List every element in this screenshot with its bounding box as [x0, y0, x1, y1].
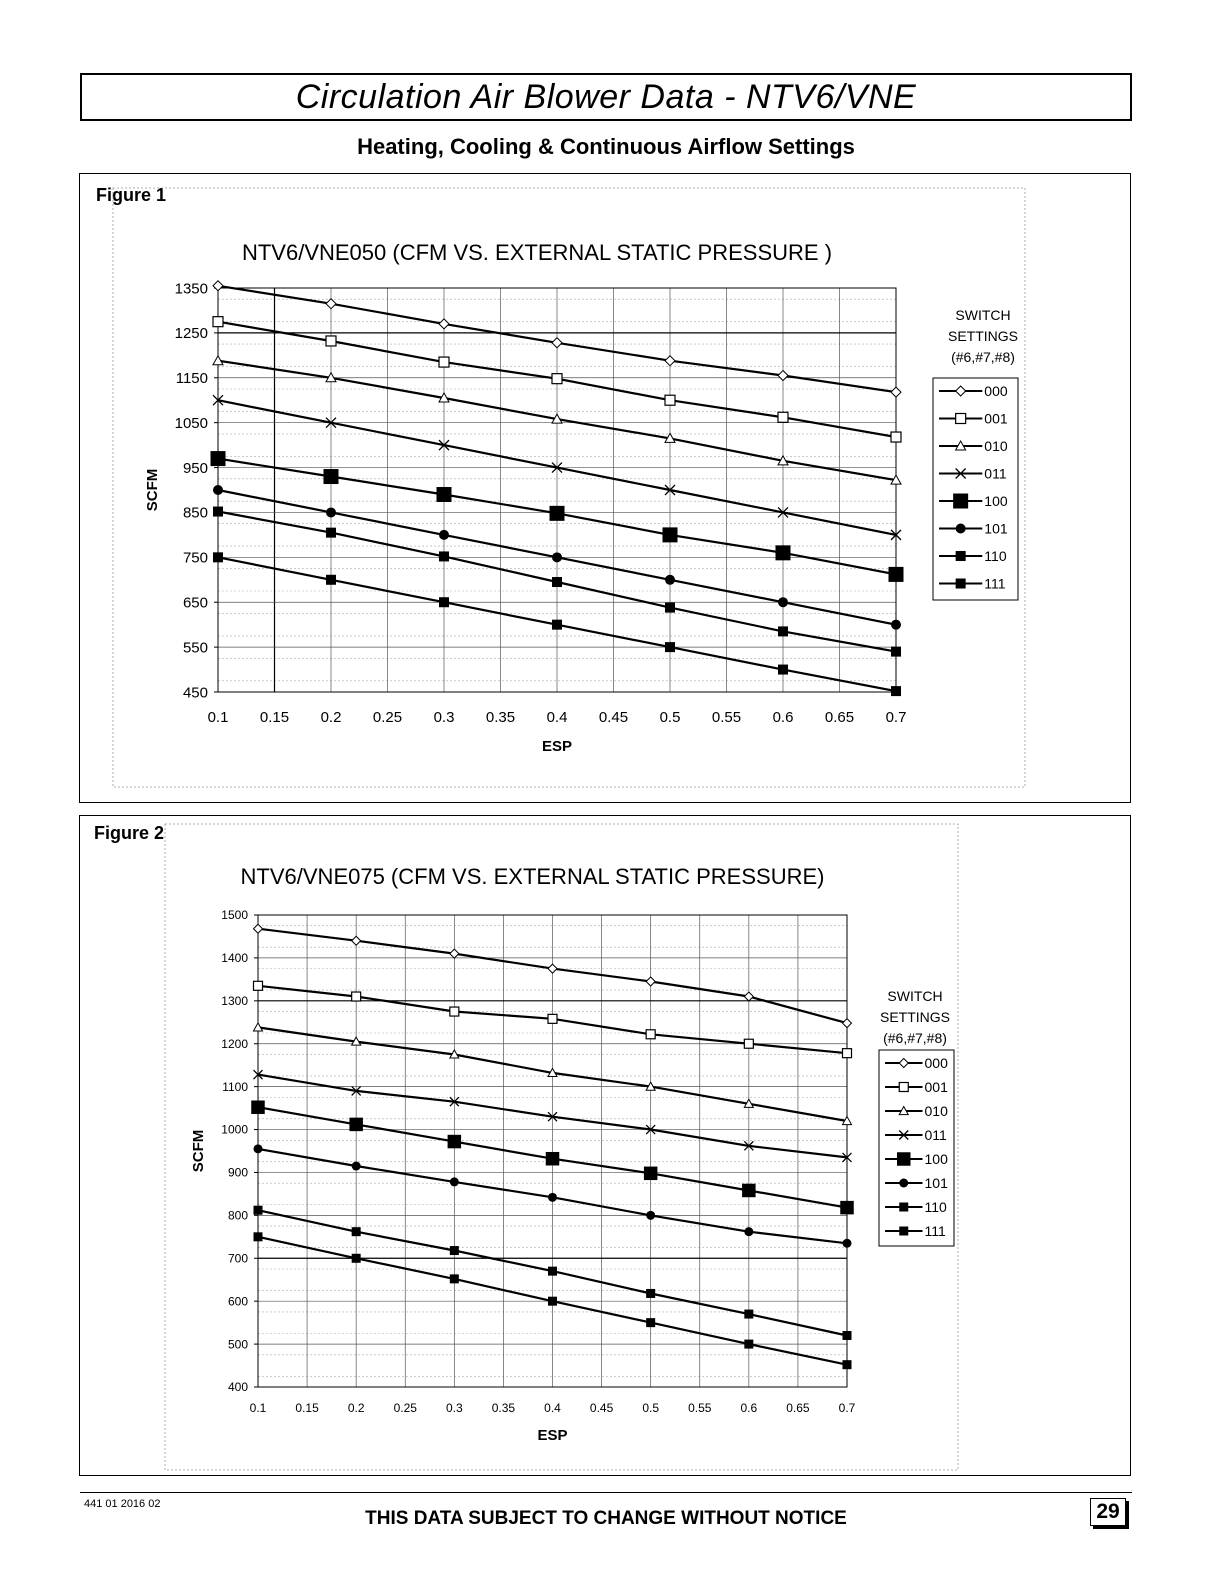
chart1-legend-label: 010	[984, 438, 1008, 454]
chart1-series-001-point	[552, 374, 562, 384]
chart2-series-100-point-shape	[349, 1118, 363, 1132]
chart1-series-100-point	[889, 567, 904, 582]
chart1-xtick-label: 0.65	[824, 709, 855, 726]
chart1-series-110-point-shape	[439, 551, 449, 561]
chart1-series-111-point-shape	[213, 552, 223, 562]
chart2-series-111-point	[352, 1254, 361, 1263]
chart2-series-100-point-shape	[840, 1201, 854, 1215]
chart2-series-001-point-shape	[352, 992, 361, 1001]
chart1-series-101-point-shape	[778, 597, 788, 607]
chart2-series-111-point	[646, 1318, 655, 1327]
page-title: Circulation Air Blower Data - NTV6/VNE	[295, 78, 917, 116]
chart2-legend-label: 110	[924, 1199, 947, 1215]
chart2-legend-label: 001	[924, 1079, 948, 1095]
chart1-legend-label: 100	[984, 493, 1008, 509]
chart1-ytick-label: 1350	[174, 280, 208, 298]
chart1-series-001-point	[665, 395, 675, 405]
chart1-series-101-point-shape	[665, 575, 675, 585]
chart1-series-100-point	[663, 527, 678, 542]
chart2-legend-marker-shape	[899, 1203, 908, 1212]
chart1-legend-label: 101	[984, 520, 1008, 537]
chart1-series-111-point-shape	[552, 620, 562, 630]
chart1-series-110-point	[326, 528, 336, 538]
chart2-series-100-point	[742, 1184, 756, 1198]
chart1-legend-label: 011	[984, 465, 1007, 482]
chart1-legend-marker-shape	[953, 494, 968, 509]
chart1-series-001-point-shape	[552, 374, 562, 384]
chart2-ytick-label: 500	[227, 1337, 248, 1352]
chart1-ytick-label: 1250	[174, 325, 208, 343]
chart2-series-101-point	[744, 1227, 753, 1236]
chart2-series-001-point	[254, 981, 263, 990]
chart2-xtick-label: 0.25	[393, 1401, 417, 1415]
chart2-series-101-point	[450, 1177, 459, 1186]
chart2-legend-label: 111	[924, 1223, 946, 1239]
chart1-legend-marker	[956, 579, 966, 589]
chart1-xtick-label: 0.7	[885, 709, 907, 726]
chart1-series-001-point	[778, 412, 788, 422]
chart1-series-110-point	[439, 551, 449, 561]
chart2-series-100-point	[840, 1201, 854, 1215]
chart2-title: NTV6/VNE075 (CFM VS. EXTERNAL STATIC PRESSURE)	[240, 864, 825, 889]
chart1-legend-marker	[953, 494, 968, 509]
chart2-series-000-point	[352, 936, 361, 945]
chart1-legend-marker	[956, 414, 966, 424]
chart2-legend-marker-shape	[897, 1152, 911, 1166]
chart1-series-110-point-shape	[213, 507, 223, 517]
chart2-legend-marker-shape	[899, 1083, 908, 1092]
chart1-xtick-label: 0.35	[485, 709, 516, 726]
chart1-series-000-point	[891, 387, 901, 397]
chart1-legend-title: (#6,#7,#8)	[951, 349, 1015, 365]
chart2-xtick-label: 0.7	[838, 1401, 856, 1415]
chart1-series-111-point-shape	[891, 686, 901, 696]
chart1-xtick-label: 0.15	[259, 709, 290, 726]
chart2-xtick-label: 0.55	[688, 1401, 712, 1415]
chart1-xtick-label: 0.45	[598, 709, 629, 726]
chart2-series-110-point-shape	[352, 1227, 361, 1236]
chart1-series-000-point-shape	[552, 338, 562, 348]
chart2-series-101-point	[843, 1239, 852, 1248]
chart1-xtick-label: 0.4	[546, 709, 568, 726]
chart1-series-001-point-shape	[891, 432, 901, 442]
chart2-xtick-label: 0.6	[740, 1401, 758, 1415]
chart1-series-000-point-shape	[213, 281, 223, 291]
chart2-series-000-point	[450, 949, 459, 958]
chart1-series-111-point	[326, 575, 336, 585]
chart2-xtick-label: 0.45	[589, 1401, 614, 1415]
chart1-series-000-point	[326, 299, 336, 309]
chart2-series-001-point-shape	[843, 1049, 852, 1058]
chart2-series-110-point	[254, 1206, 263, 1215]
chart2-frame	[165, 824, 958, 1470]
chart2-xtick-label: 0.3	[445, 1401, 463, 1415]
chart1-series-110-point-shape	[891, 647, 901, 657]
chart2-xtick-label: 0.35	[491, 1401, 516, 1415]
chart1-legend-marker	[956, 551, 966, 561]
chart2-series-101-point	[646, 1211, 655, 1220]
chart1-series-001-point	[213, 317, 223, 327]
chart1-series-100-point-shape	[663, 527, 678, 542]
chart1-series-100-point	[437, 487, 452, 502]
figure-1-label: Figure 1	[96, 185, 167, 205]
chart2-series-100-point-shape	[448, 1135, 462, 1149]
chart2-series-000-point	[646, 977, 655, 986]
chart2-series-000-point	[744, 992, 753, 1001]
chart1-series-001-point	[439, 357, 449, 367]
chart1-legend-label: 110	[984, 548, 1007, 564]
chart2-xtick-label: 0.2	[347, 1401, 365, 1415]
chart2-ytick-label: 700	[227, 1251, 248, 1266]
chart2-series-111-point	[744, 1340, 753, 1349]
chart2-legend-label: 000	[924, 1055, 948, 1071]
chart2-series-001-point-shape	[646, 1030, 655, 1039]
chart1-series-000-point-shape	[665, 356, 675, 366]
chart1-series-100-point	[211, 451, 226, 466]
chart2-series-101-point	[254, 1144, 263, 1153]
chart2-legend-marker	[899, 1203, 908, 1212]
chart1-series-101-point-shape	[891, 620, 901, 630]
chart1-series-101-point-shape	[552, 552, 562, 562]
chart2-series-000-point-shape	[744, 992, 753, 1001]
footer-notice: THIS DATA SUBJECT TO CHANGE WITHOUT NOTICE	[365, 1508, 847, 1529]
chart1-ylabel: SCFM	[144, 468, 161, 512]
chart2-ytick-label: 1400	[221, 951, 248, 966]
chart2-series-001-point-shape	[450, 1007, 459, 1016]
chart2-series-111-point	[254, 1232, 263, 1241]
chart2-series-110-point-shape	[450, 1246, 459, 1255]
chart2-ytick-label: 1000	[221, 1122, 248, 1137]
chart2-series-110-point	[548, 1267, 557, 1276]
chart1-series-110-point-shape	[552, 577, 562, 587]
chart2-series-101-point-shape	[450, 1177, 459, 1186]
chart1-series-111-point-shape	[778, 665, 788, 675]
chart1-series-100-point-shape	[889, 567, 904, 582]
chart2-ytick-label: 400	[227, 1380, 248, 1395]
chart2-series-110-point-shape	[254, 1206, 263, 1215]
chart2-ytick-label: 1100	[222, 1079, 248, 1094]
chart1-legend-title: SETTINGS	[947, 328, 1019, 344]
chart1-legend-marker-shape	[956, 551, 966, 561]
chart1-series-101-point	[439, 530, 449, 540]
chart2-legend-label: 101	[924, 1175, 948, 1191]
chart2-series-100-point-shape	[742, 1184, 756, 1198]
chart2-series-111-point	[548, 1297, 557, 1306]
chart1-frame	[113, 188, 1025, 787]
chart1-series-001-point-shape	[439, 357, 449, 367]
chart1-series-111-point	[439, 597, 449, 607]
chart1-series-000-point-shape	[891, 387, 901, 397]
chart1-series-110-point	[665, 603, 675, 613]
chart1-series-110-point	[213, 507, 223, 517]
chart2-ylabel: SCFM	[190, 1129, 207, 1173]
chart2-series-100-point-shape	[251, 1100, 265, 1114]
chart2-series-110-point	[843, 1331, 852, 1340]
chart2-series-001-point-shape	[254, 981, 263, 990]
chart2-legend-label: 010	[924, 1103, 948, 1119]
page-number: 29	[1090, 1498, 1126, 1526]
chart2-legend-marker-shape	[899, 1179, 908, 1188]
chart2-series-000-point-shape	[843, 1019, 852, 1028]
chart2-series-001-point	[352, 992, 361, 1001]
chart2-ytick-label: 800	[227, 1208, 248, 1223]
chart2-legend-marker	[899, 1179, 908, 1188]
chart1-series-111-point	[552, 620, 562, 630]
chart2-legend-marker	[899, 1227, 908, 1236]
chart2-series-000-point-shape	[450, 949, 459, 958]
chart1-series-000-point	[665, 356, 675, 366]
chart1-series-101-point-shape	[439, 530, 449, 540]
chart2-series-111-point-shape	[254, 1232, 263, 1241]
chart2-series-100-point	[251, 1100, 265, 1114]
chart2-series-100-point	[644, 1167, 658, 1181]
chart1-series-100-point-shape	[550, 506, 565, 521]
chart1-legend-label: 000	[984, 383, 1008, 399]
chart2-series-111-point-shape	[450, 1274, 459, 1283]
chart1-series-001-point-shape	[778, 412, 788, 422]
chart2-series-110-point-shape	[548, 1267, 557, 1276]
chart2-xtick-label: 0.4	[544, 1401, 561, 1415]
chart2-series-101-point-shape	[352, 1162, 361, 1171]
chart1-series-000-point	[439, 319, 449, 329]
footer-divider	[80, 1492, 1132, 1493]
chart2-series-110-point	[352, 1227, 361, 1236]
chart2-series-110-point	[450, 1246, 459, 1255]
chart1-series-111-point-shape	[326, 575, 336, 585]
chart1-legend-marker-shape	[956, 524, 966, 534]
chart2-series-101-point-shape	[744, 1227, 753, 1236]
chart1-series-101-point	[891, 620, 901, 630]
chart2-ytick-label: 600	[227, 1294, 248, 1309]
chart1-series-111-point	[665, 642, 675, 652]
chart1-xtick-label: 0.3	[433, 709, 455, 726]
chart2-series-101-point	[352, 1162, 361, 1171]
chart1-series-101-point	[326, 507, 336, 517]
chart1-xtick-label: 0.6	[772, 709, 794, 726]
chart2-xtick-label: 0.1	[249, 1401, 267, 1415]
chart2-series-001-point	[646, 1030, 655, 1039]
chart1-legend-title: SWITCH	[955, 307, 1011, 323]
chart1-xtick-label: 0.25	[372, 709, 403, 726]
chart2-series-111-point-shape	[352, 1254, 361, 1263]
chart1-xtick-label: 0.1	[207, 709, 229, 726]
page-subtitle: Heating, Cooling & Continuous Airflow Settings	[357, 134, 855, 159]
chart1-series-001-point-shape	[665, 395, 675, 405]
chart1-series-101-point	[665, 575, 675, 585]
chart1-series-001-point-shape	[213, 317, 223, 327]
chart2-series-111-point-shape	[548, 1297, 557, 1306]
chart2-series-111-point-shape	[744, 1340, 753, 1349]
chart1-legend-marker-shape	[956, 579, 966, 589]
chart2-legend-label: 100	[924, 1151, 948, 1167]
chart2-series-110-point-shape	[646, 1289, 655, 1298]
chart2-ytick-label: 900	[227, 1165, 248, 1180]
chart2-legend-title: SWITCH	[887, 988, 943, 1004]
chart1-series-000-point	[778, 371, 788, 381]
chart1-series-101-point	[213, 485, 223, 495]
figure-2-label: Figure 2	[94, 823, 165, 843]
chart1-series-101-point	[778, 597, 788, 607]
chart2-series-001-point-shape	[548, 1014, 557, 1023]
chart2-series-000-point-shape	[352, 936, 361, 945]
chart1-series-100-point	[550, 506, 565, 521]
chart1-legend-marker-shape	[956, 414, 966, 424]
chart1-legend-marker	[956, 524, 966, 534]
chart1-series-110-point-shape	[778, 626, 788, 636]
chart2-series-001-point	[548, 1014, 557, 1023]
chart1-series-110-point	[778, 626, 788, 636]
chart2-legend-marker	[899, 1083, 908, 1092]
chart1-series-000-point	[213, 281, 223, 291]
chart2-series-101-point	[548, 1193, 557, 1202]
chart1-series-110-point	[891, 647, 901, 657]
chart2-series-101-point-shape	[646, 1211, 655, 1220]
chart2-series-110-point-shape	[843, 1331, 852, 1340]
chart1-series-100-point	[776, 545, 791, 560]
chart2-legend-title: (#6,#7,#8)	[883, 1030, 947, 1046]
chart2-series-000-point	[254, 924, 263, 933]
chart2-series-000-point	[843, 1019, 852, 1028]
chart1-xtick-label: 0.2	[320, 709, 342, 726]
chart2-series-100-point-shape	[644, 1167, 658, 1181]
chart1-ytick-label: 650	[182, 594, 208, 612]
chart1-ytick-label: 1150	[175, 370, 208, 388]
chart1-series-000-point-shape	[439, 319, 449, 329]
chart1-series-001-point-shape	[326, 336, 336, 346]
chart2-series-110-point-shape	[744, 1310, 753, 1319]
chart1-series-110-point-shape	[326, 528, 336, 538]
chart1-series-000-point-shape	[326, 299, 336, 309]
chart2-series-110-point	[744, 1310, 753, 1319]
chart1-series-111-point-shape	[665, 642, 675, 652]
chart1-series-101-point-shape	[326, 507, 336, 517]
chart2-legend-marker	[897, 1152, 911, 1166]
chart1-series-110-point-shape	[665, 603, 675, 613]
chart2-series-101-point-shape	[254, 1144, 263, 1153]
chart2-ytick-label: 1300	[221, 994, 248, 1009]
chart1-series-001-point	[891, 432, 901, 442]
chart1-legend-label: 111	[984, 575, 1006, 592]
chart2-series-000-point-shape	[548, 964, 557, 973]
chart1-series-101-point-shape	[213, 485, 223, 495]
chart1-xtick-label: 0.55	[711, 709, 742, 726]
chart1-series-111-point-shape	[439, 597, 449, 607]
chart1-series-001-point	[326, 336, 336, 346]
chart1-series-100-point	[324, 469, 339, 484]
chart1-series-000-point-shape	[778, 371, 788, 381]
chart2-series-100-point-shape	[546, 1152, 560, 1166]
chart1-ytick-label: 850	[182, 504, 208, 522]
chart2-series-001-point-shape	[744, 1039, 753, 1048]
chart1-xlabel: ESP	[541, 738, 573, 755]
chart2-xtick-label: 0.65	[786, 1401, 810, 1415]
chart2-xlabel: ESP	[537, 1427, 568, 1444]
chart1-series-100-point-shape	[324, 469, 339, 484]
chart1-series-111-point	[778, 665, 788, 675]
chart1-xtick-label: 0.5	[659, 709, 681, 726]
chart2-legend-marker-shape	[899, 1227, 908, 1236]
chart2-series-111-point	[843, 1360, 852, 1369]
chart1-series-111-point	[891, 686, 901, 696]
chart2-xtick-label: 0.15	[295, 1401, 319, 1415]
chart1-series-101-point	[552, 552, 562, 562]
chart2-series-000-point-shape	[254, 924, 263, 933]
chart2-series-100-point	[349, 1118, 363, 1132]
chart2-series-000-point	[548, 964, 557, 973]
chart2-series-101-point-shape	[843, 1239, 852, 1248]
chart2-legend-label: 011	[924, 1127, 947, 1143]
chart1-title: NTV6/VNE050 (CFM VS. EXTERNAL STATIC PRESSURE )	[241, 240, 833, 265]
chart2-ytick-label: 1200	[221, 1036, 248, 1051]
chart2-series-000-point-shape	[646, 977, 655, 986]
chart1-series-110-point	[552, 577, 562, 587]
chart1-series-000-point	[552, 338, 562, 348]
chart1-series-100-point-shape	[211, 451, 226, 466]
chart2-series-100-point	[546, 1152, 560, 1166]
chart2-series-100-point	[448, 1135, 462, 1149]
chart1-ytick-label: 950	[182, 459, 208, 477]
chart2-series-001-point	[843, 1049, 852, 1058]
chart2-series-111-point-shape	[843, 1360, 852, 1369]
chart1-ytick-label: 550	[182, 639, 208, 657]
chart1-legend-label: 001	[984, 410, 1008, 427]
chart2-series-111-point	[450, 1274, 459, 1283]
chart1-ytick-label: 1050	[174, 414, 208, 432]
footer-doc-code: 441 01 2016 02	[84, 1498, 161, 1510]
chart1-ytick-label: 450	[182, 684, 208, 702]
chart1-ytick-label: 750	[182, 549, 208, 567]
chart2-xtick-label: 0.5	[642, 1401, 660, 1415]
chart2-legend-title: SETTINGS	[879, 1009, 951, 1025]
chart2-series-001-point	[450, 1007, 459, 1016]
chart2-series-001-point	[744, 1039, 753, 1048]
chart1-series-100-point-shape	[437, 487, 452, 502]
chart1-series-100-point-shape	[776, 545, 791, 560]
chart2-series-101-point-shape	[548, 1193, 557, 1202]
chart2-series-110-point	[646, 1289, 655, 1298]
chart1-series-111-point	[213, 552, 223, 562]
chart2-series-111-point-shape	[646, 1318, 655, 1327]
chart2-ytick-label: 1500	[221, 908, 248, 923]
